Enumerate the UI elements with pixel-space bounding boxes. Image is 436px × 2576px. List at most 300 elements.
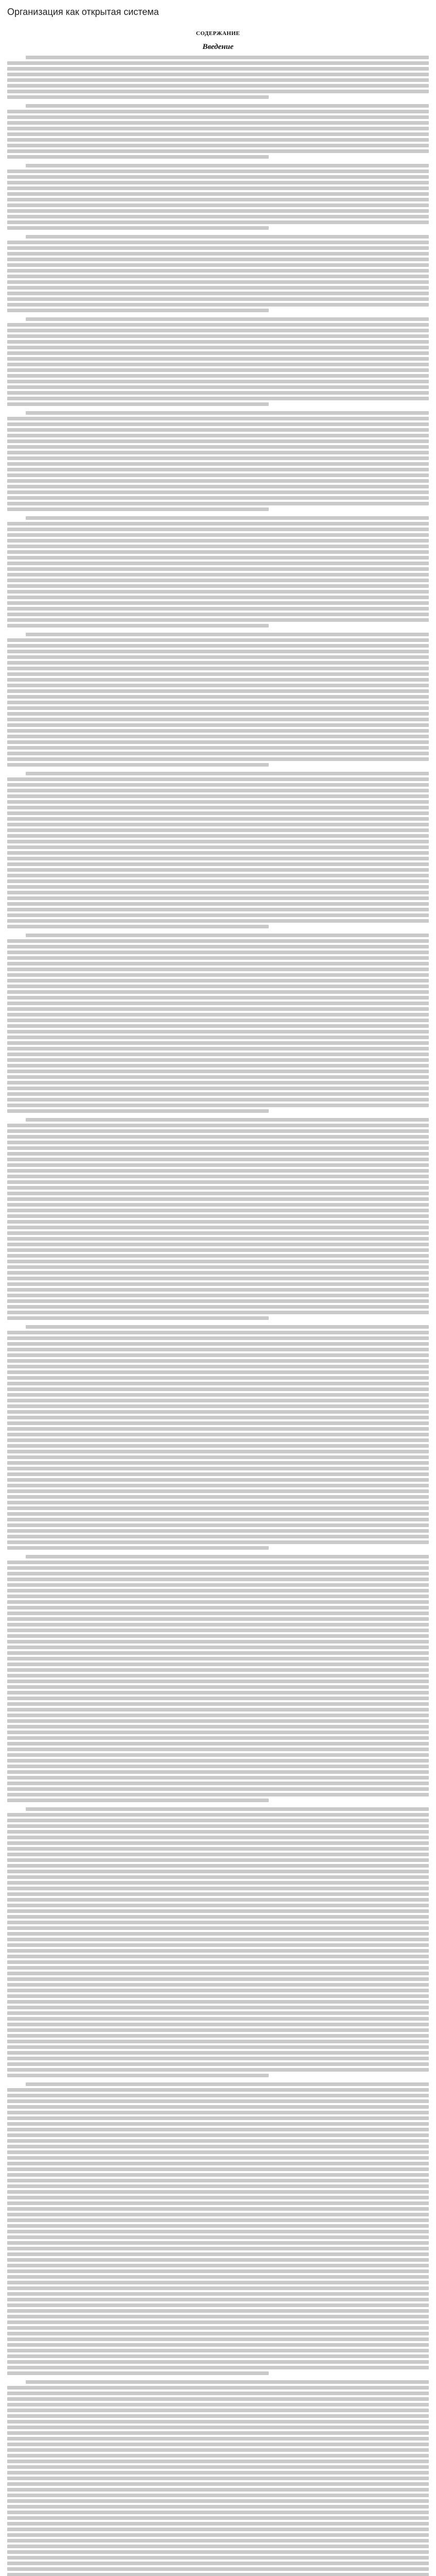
text-line	[7, 2167, 429, 2171]
text-line	[7, 2258, 429, 2262]
text-line	[7, 2190, 429, 2194]
text-line	[7, 1765, 429, 1768]
text-line	[7, 845, 429, 849]
text-line	[7, 1799, 269, 1802]
text-line	[7, 695, 429, 699]
text-line	[7, 1770, 429, 1774]
text-block	[7, 317, 429, 406]
text-line	[7, 1163, 429, 1167]
text-line	[7, 556, 429, 560]
text-line	[7, 706, 429, 710]
text-line	[7, 1685, 429, 1689]
text-line	[7, 1572, 429, 1575]
text-line	[7, 1813, 429, 1817]
text-line	[7, 1124, 429, 1127]
text-line	[7, 1152, 429, 1156]
text-line	[7, 1299, 429, 1303]
text-line	[7, 439, 429, 443]
text-line	[7, 1847, 429, 1851]
text-line	[7, 1098, 429, 1101]
text-line	[7, 1070, 429, 1073]
text-block	[7, 164, 429, 230]
text-line	[7, 2213, 429, 2216]
text-line	[7, 811, 429, 815]
text-line	[7, 380, 429, 383]
text-line	[7, 817, 429, 821]
text-line	[7, 2264, 429, 2267]
text-line	[7, 2360, 429, 2364]
text-line	[7, 2145, 429, 2148]
text-line	[7, 1836, 429, 1839]
text-line	[26, 516, 429, 520]
text-line	[7, 1075, 429, 1079]
text-line	[7, 428, 429, 432]
text-line	[7, 2550, 429, 2554]
text-line	[7, 1433, 429, 1436]
text-line	[7, 2567, 429, 2571]
text-line	[7, 90, 429, 93]
text-line	[7, 2354, 429, 2358]
text-line	[7, 1824, 429, 1828]
text-line	[7, 258, 429, 261]
text-line	[7, 2397, 429, 2401]
text-line	[7, 2011, 429, 2015]
text-line	[7, 1994, 429, 1998]
text-line	[7, 2528, 429, 2531]
text-line	[7, 1444, 429, 1448]
text-line	[7, 1989, 429, 1992]
text-line	[7, 834, 429, 838]
text-line	[7, 1030, 429, 1033]
text-line	[7, 913, 429, 917]
text-line	[7, 678, 429, 682]
text-line	[7, 533, 429, 537]
text-line	[7, 1197, 429, 1201]
text-line	[7, 1092, 429, 1096]
text-line	[7, 1606, 429, 1609]
text-line	[7, 363, 429, 366]
text-line	[7, 252, 429, 256]
text-line	[7, 84, 429, 88]
text-line	[7, 712, 429, 716]
text-line	[7, 1512, 429, 1516]
text-line	[7, 985, 429, 988]
text-line	[7, 2556, 429, 2560]
text-line	[7, 1742, 429, 1745]
text-line	[26, 1118, 429, 1122]
text-line	[7, 672, 429, 676]
text-line	[7, 297, 429, 301]
text-line	[7, 1523, 429, 1527]
text-line	[7, 1331, 429, 1334]
text-line	[26, 317, 429, 321]
text-line	[7, 1725, 429, 1728]
text-line	[7, 1382, 429, 1385]
text-line	[7, 783, 429, 787]
text-line	[7, 2562, 429, 2565]
text-line	[7, 1353, 429, 1357]
text-line	[7, 979, 429, 982]
text-line	[7, 1748, 429, 1751]
text-line	[7, 956, 429, 960]
text-line	[7, 1064, 429, 1067]
text-line	[26, 772, 429, 775]
text-line	[7, 823, 429, 826]
text-line	[7, 2460, 429, 2463]
text-line	[7, 1058, 429, 1062]
text-line	[7, 650, 429, 653]
text-line	[7, 723, 429, 727]
text-line	[7, 2179, 429, 2182]
text-line	[7, 996, 429, 999]
text-line	[7, 1186, 429, 1190]
text-line	[7, 1254, 429, 1258]
text-line	[7, 1243, 429, 1246]
text-line	[7, 2150, 429, 2154]
text-line	[7, 280, 429, 284]
text-line	[7, 1546, 269, 1550]
text-line	[7, 789, 429, 792]
text-line	[7, 2326, 429, 2330]
text-line	[7, 667, 429, 670]
text-line	[7, 1019, 429, 1022]
text-line	[7, 1736, 429, 1740]
text-line	[7, 78, 429, 82]
text-line	[7, 794, 429, 798]
text-line	[7, 1393, 429, 1397]
text-line	[7, 1629, 429, 1632]
text-line	[7, 1535, 429, 1538]
text-line	[7, 1501, 429, 1504]
text-line	[7, 1697, 429, 1700]
text-line	[7, 1646, 429, 1649]
text-line	[7, 2017, 429, 2021]
text-line	[7, 385, 429, 389]
text-line	[7, 1024, 429, 1028]
text-line	[7, 1787, 429, 1791]
text-line	[7, 451, 429, 454]
text-line	[7, 1887, 429, 1890]
text-line	[7, 539, 429, 543]
text-line	[7, 1376, 429, 1380]
text-line	[7, 144, 429, 147]
text-line	[7, 2006, 429, 2009]
text-line	[7, 485, 429, 488]
text-block	[7, 633, 429, 767]
text-line	[7, 1311, 429, 1314]
text-line	[7, 263, 429, 267]
text-line	[7, 209, 429, 213]
text-line	[7, 757, 429, 761]
text-line	[7, 357, 429, 361]
text-line	[7, 490, 429, 494]
text-line	[26, 235, 429, 239]
text-block	[7, 2380, 429, 2576]
text-line	[7, 2281, 429, 2284]
text-line	[7, 351, 429, 355]
text-line	[7, 1087, 429, 1090]
text-line	[7, 1753, 429, 1757]
text-line	[26, 1807, 429, 1811]
text-line	[7, 67, 429, 71]
text-line	[7, 1955, 429, 1958]
text-line	[7, 2252, 429, 2256]
text-block	[7, 1807, 429, 2077]
text-line	[7, 1427, 429, 1431]
text-line	[7, 1566, 429, 1570]
text-line	[7, 800, 429, 804]
text-block	[7, 1555, 429, 1802]
text-line	[7, 110, 429, 113]
text-line	[7, 73, 429, 76]
text-line	[7, 2471, 429, 2475]
text-line	[7, 2057, 429, 2060]
text-line	[7, 1489, 429, 1493]
text-line	[7, 2539, 429, 2543]
text-line	[7, 2403, 429, 2406]
text-line	[7, 1875, 429, 1879]
text-line	[7, 925, 269, 928]
text-line	[7, 2494, 429, 2497]
text-line	[7, 973, 429, 977]
text-line	[7, 397, 429, 400]
text-line	[7, 939, 429, 943]
text-line	[7, 323, 429, 327]
text-line	[7, 2303, 429, 2307]
text-line	[7, 1663, 429, 1666]
text-line	[7, 868, 429, 872]
text-line	[7, 1260, 429, 1263]
text-line	[7, 857, 429, 860]
text-line	[7, 2437, 429, 2441]
text-line	[7, 1943, 429, 1947]
document-title: Организация как открытая система	[7, 7, 159, 17]
text-line	[7, 1342, 429, 1346]
text-line	[7, 2286, 429, 2290]
text-line	[7, 763, 269, 767]
text-line	[7, 402, 269, 406]
text-line	[7, 1036, 429, 1039]
text-line	[7, 1674, 429, 1677]
text-line	[7, 2533, 429, 2537]
text-line	[7, 1288, 429, 1292]
text-line	[7, 2247, 429, 2250]
text-line	[7, 456, 429, 460]
text-line	[7, 115, 429, 119]
text-line	[7, 1708, 429, 1711]
text-line	[7, 479, 429, 483]
text-line	[7, 2420, 429, 2424]
text-line	[7, 462, 429, 466]
text-line	[7, 806, 429, 809]
text-line	[7, 644, 429, 648]
text-line	[26, 104, 429, 108]
text-line	[7, 1478, 429, 1482]
section-heading-intro: Введение	[202, 43, 234, 51]
text-line	[7, 2426, 429, 2429]
text-line	[7, 502, 429, 505]
text-line	[7, 1214, 429, 1218]
text-line	[7, 1719, 429, 1723]
text-line	[7, 2122, 429, 2126]
text-line	[7, 1438, 429, 1442]
text-line	[7, 468, 429, 471]
text-line	[7, 2511, 429, 2514]
text-line	[7, 2218, 429, 2222]
text-block	[7, 2082, 429, 2375]
text-line	[7, 1305, 429, 1309]
text-line	[7, 740, 429, 744]
text-line	[7, 2443, 429, 2446]
text-line	[7, 507, 269, 511]
text-line	[7, 374, 429, 378]
text-line	[7, 990, 429, 994]
text-line	[7, 851, 429, 855]
text-line	[7, 655, 429, 659]
text-line	[7, 2040, 429, 2043]
text-line	[7, 2343, 429, 2347]
text-line	[7, 192, 429, 196]
text-line	[7, 2516, 429, 2520]
text-line	[7, 1370, 429, 1374]
text-line	[7, 1583, 429, 1587]
text-line	[7, 1921, 429, 1924]
text-line	[7, 1529, 429, 1533]
text-line	[7, 198, 429, 201]
text-line	[7, 1410, 429, 1414]
text-line	[7, 874, 429, 877]
text-block	[7, 772, 429, 928]
text-line	[7, 292, 429, 295]
text-line	[7, 1495, 429, 1499]
text-line	[7, 1455, 429, 1459]
text-line	[7, 1226, 429, 1229]
text-line	[7, 2028, 429, 2032]
text-line	[7, 729, 429, 733]
text-line	[7, 170, 429, 173]
text-line	[7, 689, 429, 693]
text-line	[7, 417, 429, 420]
text-line	[7, 522, 429, 526]
text-line	[7, 61, 429, 65]
text-line	[7, 962, 429, 965]
text-line	[7, 1819, 429, 1822]
text-line	[7, 2111, 429, 2114]
text-line	[7, 896, 429, 900]
text-line	[7, 1180, 429, 1184]
text-line	[7, 1600, 429, 1604]
text-line	[7, 1960, 429, 1964]
text-line	[7, 1623, 429, 1626]
text-line	[7, 1129, 429, 1133]
text-line	[7, 1365, 429, 1368]
text-line	[7, 187, 429, 190]
text-line	[7, 567, 429, 571]
text-line	[7, 1158, 429, 1161]
text-line	[7, 2448, 429, 2452]
text-line	[7, 1841, 429, 1845]
text-line	[7, 618, 429, 622]
text-line	[7, 1416, 429, 1419]
text-line	[26, 164, 429, 167]
text-line	[7, 2371, 269, 2375]
text-line	[7, 155, 269, 159]
text-line	[7, 2454, 429, 2458]
text-line	[7, 1359, 429, 1363]
text-line	[7, 2241, 429, 2245]
text-line	[7, 2414, 429, 2418]
text-line	[7, 1294, 429, 1297]
text-block	[7, 516, 429, 628]
text-line	[7, 1881, 429, 1885]
text-line	[7, 1651, 429, 1655]
text-line	[7, 1830, 429, 1834]
text-line	[7, 862, 429, 866]
text-line	[7, 473, 429, 477]
text-line	[7, 2207, 429, 2211]
text-line	[7, 1506, 429, 1510]
text-line	[7, 422, 429, 426]
text-line	[7, 951, 429, 954]
text-line	[7, 2133, 429, 2137]
text-block	[7, 235, 429, 312]
text-line	[26, 633, 429, 636]
text-line	[7, 718, 429, 721]
text-line	[7, 2068, 429, 2072]
text-line	[7, 1904, 429, 1907]
text-line	[7, 269, 429, 273]
text-line	[7, 752, 429, 755]
text-line	[7, 2201, 429, 2205]
text-line	[7, 2477, 429, 2480]
text-line	[7, 919, 429, 923]
text-line	[7, 496, 429, 500]
text-line	[7, 1966, 429, 1970]
text-line	[7, 1949, 429, 1953]
text-line	[7, 1932, 429, 1936]
text-line	[7, 1041, 429, 1045]
text-line	[7, 1002, 429, 1005]
text-line	[7, 121, 429, 125]
text-line	[7, 684, 429, 687]
text-line	[7, 309, 269, 312]
text-block	[7, 1118, 429, 1320]
text-line	[7, 221, 429, 224]
text-line	[7, 2499, 429, 2503]
text-line	[7, 181, 429, 184]
text-line	[26, 56, 429, 59]
text-line	[7, 2023, 429, 2026]
text-line	[7, 286, 429, 290]
text-line	[7, 2196, 429, 2199]
text-line	[7, 2366, 429, 2369]
text-line	[7, 828, 429, 832]
text-line	[7, 132, 429, 136]
text-line	[7, 1203, 429, 1207]
text-line	[7, 1782, 429, 1785]
text-line	[26, 2380, 429, 2384]
text-line	[7, 2309, 429, 2313]
text-line	[7, 1578, 429, 1581]
text-line	[7, 1617, 429, 1621]
text-line	[7, 1926, 429, 1930]
text-line	[7, 1938, 429, 1941]
text-line	[7, 1007, 429, 1011]
text-line	[7, 1892, 429, 1896]
text-line	[7, 1983, 429, 1987]
text-line	[7, 1421, 429, 1425]
text-line	[7, 1640, 429, 1643]
